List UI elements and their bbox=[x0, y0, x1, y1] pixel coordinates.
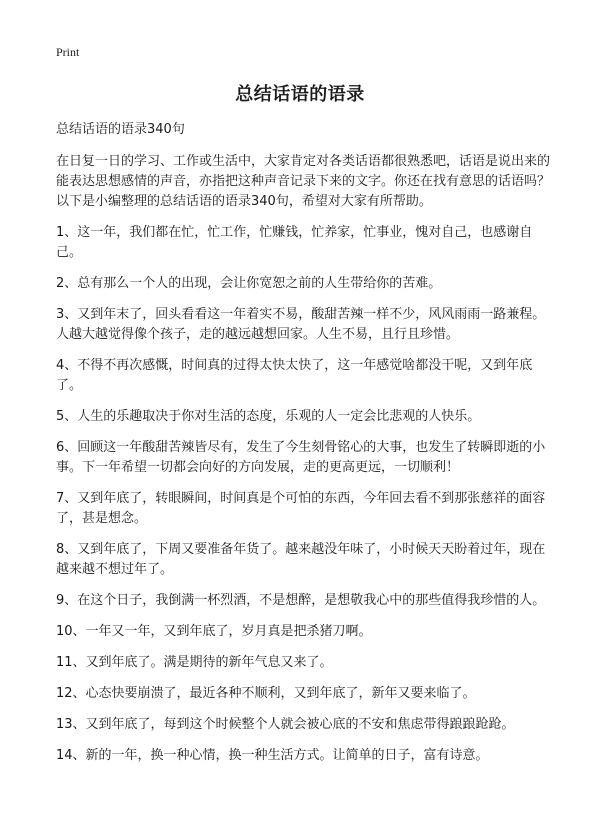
quote-entry: 3、又到年末了，回头看看这一年着实不易，酸甜苦辣一样不少，风风雨雨一路兼程。人越大越觉得像个孩子，走的越远越想回家。人生不易，且行且珍惜。 bbox=[56, 307, 546, 342]
quote-entry: 8、又到年底了，下周又要准备年货了。越来越没年味了，小时候天天盼着过年，现在越来越不想过年了。 bbox=[56, 542, 546, 577]
quote-entry: 12、心态快要崩溃了，最近各种不顺利，又到年底了，新年又要来临了。 bbox=[56, 686, 476, 701]
quote-entry: 2、总有那么一个人的出现，会让你宽恕之前的人生带给你的苦难。 bbox=[56, 276, 442, 291]
quote-entry: 13、又到年底了，每到这个时候整个人就会被心底的不安和焦虑带得踉踉跄跄。 bbox=[56, 717, 515, 732]
quote-entry: 5、人生的乐趣取决于你对生活的态度，乐观的人一定会比悲观的人快乐。 bbox=[56, 409, 481, 424]
article-subtitle: 总结话语的语录340句 bbox=[56, 122, 185, 137]
quote-entry: 9、在这个日子，我倒满一杯烈酒，不是想醉，是想敬我心中的那些值得我珍惜的人。 bbox=[56, 593, 546, 608]
intro-paragraph: 在日复一日的学习、工作或生活中，大家肯定对各类话语都很熟悉吧，话语是说出来的能表达思想感情的声音，亦指把这种声音记录下来的文字。你还在找有意思的话语吗？以下是小编整理的总结话语的语录340句，希望对大家有所帮助。 bbox=[56, 154, 551, 209]
quote-entry: 1、这一年，我们都在忙，忙工作，忙赚钱，忙养家，忙事业，愧对自己，也感谢自己。 bbox=[56, 225, 533, 260]
quote-entry: 4、不得不再次感慨，时间真的过得太快太快了，这一年感觉啥都没干呢，又到年底了。 bbox=[56, 358, 533, 393]
quote-entry: 14、新的一年，换一种心情，换一种生活方式。让简单的日子，富有诗意。 bbox=[56, 748, 489, 763]
quote-entry: 6、回顾这一年酸甜苦辣皆尽有，发生了今生刻骨铭心的大事，也发生了转瞬即逝的小事。下一年希望一切都会向好的方向发展，走的更高更远，一切顺利！ bbox=[56, 440, 546, 475]
print-link[interactable]: Print bbox=[56, 45, 80, 59]
quote-entry: 10、一年又一年，又到年底了，岁月真是把杀猪刀啊。 bbox=[56, 624, 372, 639]
article-body bbox=[56, 120, 552, 777]
quote-entry: 7、又到年底了，转眼瞬间，时间真是个可怕的东西，今年回去看不到那张慈祥的面容了，甚是想念。 bbox=[56, 491, 546, 526]
page-title: 总结话语的语录 bbox=[235, 84, 365, 105]
quote-entry: 11、又到年底了。满是期待的新年气息又来了。 bbox=[56, 655, 333, 670]
